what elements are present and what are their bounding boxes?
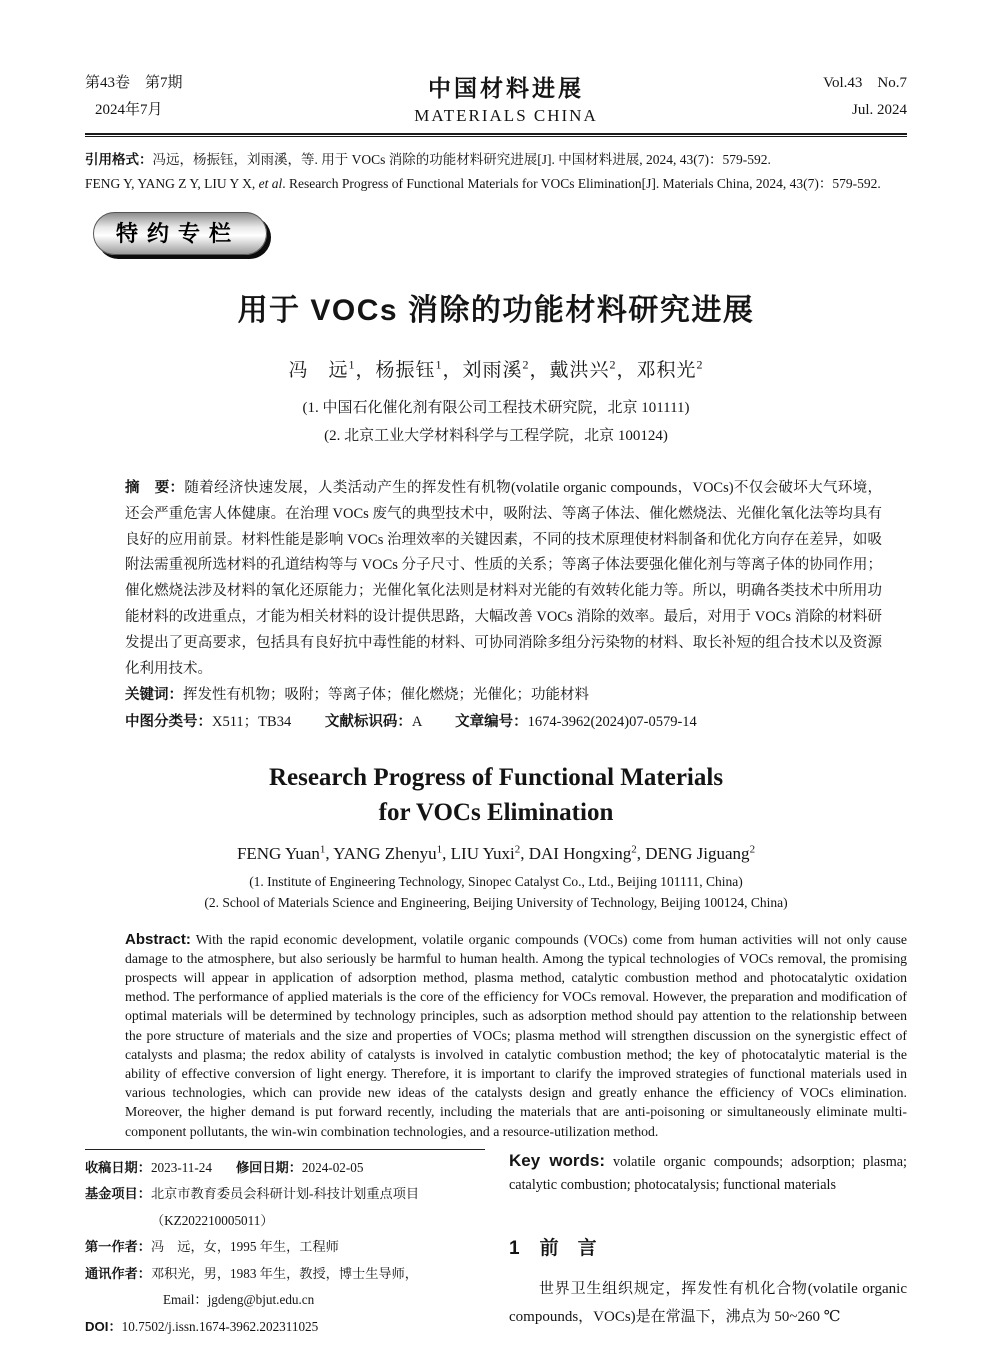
footnote-dates [85, 1155, 485, 1182]
article-title-en [85, 760, 907, 830]
citation-text-cn: 冯远，杨振钰，刘雨溪，等. 用于 VOCs 消除的功能材料研究进展[J]. 中国材料进展, 2024, 43(7)：579-592. [152, 152, 771, 167]
abstract-en [125, 930, 907, 1141]
volume-issue-cn [85, 70, 270, 124]
corresponding-label: 通讯作者： [85, 1265, 151, 1281]
footnote-first-author [85, 1234, 485, 1261]
author-en: , LIU Yuxi$^2$ [442, 842, 521, 863]
section-1-number: 1 [509, 1237, 520, 1259]
revised-value: 2024-02-05 [301, 1159, 364, 1175]
masthead-divider [85, 133, 907, 137]
clc-value: X511；TB34 [212, 714, 292, 731]
authors-cn [85, 355, 907, 382]
volume-issue-en-line1: Vol.43 No.7 [823, 75, 907, 91]
article-title-cn: 用于 VOCs 消除的功能材料研究进展 [237, 294, 755, 327]
fund-value [151, 1181, 485, 1234]
author-en: , YANG Zhenyu$^1$ [325, 842, 443, 863]
footnote-corresponding [85, 1261, 485, 1314]
issue-date-en: Jul. 2024 [851, 102, 907, 118]
keywords-text-en: volatile organic compounds; adsorption; plasma; catalytic combustion; photocatalysis; functional materials [509, 1153, 907, 1193]
journal-masthead [85, 70, 907, 126]
author-affil-sup: 1 [436, 842, 443, 855]
abstract-cn [125, 476, 882, 682]
first-author-value: 冯 远，女，1995 年生，工程师 [150, 1239, 339, 1255]
abstract-label-cn: 摘 要： [125, 480, 185, 496]
section-1-paragraph: 世界卫生组织规定，挥发性有机化合物(volatile organic compounds，VOCs)是在常温下，沸点为 50~260 ℃ [509, 1280, 907, 1326]
citation-block [85, 148, 907, 195]
author-affil-sup: 2 [749, 842, 756, 855]
affiliations-en [85, 871, 907, 913]
special-column-badge: 特约专栏 [93, 212, 267, 255]
doc-code-label: 文献标识码： [324, 714, 412, 731]
keywords-en-row [509, 1149, 907, 1197]
citation-line-cn [85, 148, 907, 172]
received-label: 收稿日期： [85, 1159, 151, 1175]
fund-line2: （KZ202210005011） [150, 1212, 274, 1228]
journal-title-block [270, 70, 742, 126]
author-cn: ，杨振钰$^1$ [355, 357, 443, 381]
affiliations-cn [85, 394, 907, 450]
revised-label: 修回日期： [235, 1159, 302, 1175]
journal-title-cn: 中国材料进展 [428, 75, 584, 101]
section-1-title: 前 言 [539, 1237, 597, 1259]
author-en: , DENG Jiguang$^2$ [636, 842, 756, 863]
article-id-value: 1674-3962(2024)07-0579-14 [527, 714, 697, 731]
special-column-badge-wrap [85, 212, 907, 255]
article-title-en-line2: for VOCs Elimination [378, 798, 614, 826]
author-cn: 冯 远$^1$ [288, 357, 356, 381]
footnotes-column [85, 1149, 485, 1341]
author-affil-sup: 2 [696, 357, 704, 372]
fund-line1: 北京市教育委员会科研计划-科技计划重点项目 [150, 1186, 420, 1202]
author-affil-sup: 2 [609, 357, 617, 372]
footnote-doi [85, 1314, 485, 1341]
first-author-label: 第一作者： [85, 1239, 151, 1255]
clc-label: 中图分类号： [125, 714, 212, 731]
footnote-fund [85, 1181, 485, 1234]
citation-label: 引用格式： [85, 152, 153, 167]
article-id-label: 文章编号： [455, 714, 528, 731]
abstract-text-cn: 随着经济快速发展，人类活动产生的挥发性有机物(volatile organic compounds，VOCs)不仅会破坏大气环境，还会严重危害人体健康。在治理 VOCs 废气的典型技术中，吸附法、等离子体法、催化燃烧法、光催化氧化法等均具有良好的应用前景。材料性能是影响 VOCs 治理效率的关键因素，不同的技术原理使材料制备和优化方向存在差异，如吸附法需重视所选材料的孔道结构等与 VOCs 分子尺寸、性质的关系；等离子体法要强化催化剂与等离子体的协同作用；催化燃烧法涉及材料的氧化还原能力；光催化氧化法则是材料对光能的有效转化能力等。所以，明确各类技术中所用功能材料的改进重点，才能为相关材料的设计提供思路，大幅改善 VOCs 消除的效率。最后，对用于 VOCs 消除的材料研发提出了更高要求，包括具有良好抗中毒性能的材料、可协同消除多组分污染物的材料、取长补短的组合技术以及资源化利用技术。 [125, 480, 883, 677]
bottom-two-column [85, 1149, 907, 1341]
author-affil-sup: 1 [435, 357, 443, 372]
article-title-en-line1: Research Progress of Functional Materials [268, 763, 724, 791]
corresponding-value [151, 1261, 485, 1314]
affiliation-en-2: (2. School of Materials Science and Engineering, Beijing University of Technology, Beijing 100124, China) [204, 894, 788, 910]
author-affil-sup: 2 [522, 357, 530, 372]
affiliation-en-1: (1. Institute of Engineering Technology, Sinopec Catalyst Co., Ltd., Beijing 101111, China) [249, 873, 743, 889]
keywords-text-cn: 挥发性有机物；吸附；等离子体；催化燃烧；光催化；功能材料 [183, 687, 589, 704]
body-right-column [509, 1149, 907, 1341]
citation-en-rest: . Research Progress of Functional Materials for VOCs Elimination[J]. Materials China, 2024, 43(7)：579-592. [282, 175, 881, 191]
citation-en-authors: FENG Y, YANG Z Y, LIU Y X, [85, 175, 259, 191]
volume-issue-cn-line1: 第43卷 第7期 [85, 75, 183, 91]
doi-value: 10.7502/j.issn.1674-3962.202311025 [121, 1318, 319, 1334]
journal-title-en: MATERIALS CHINA [414, 106, 598, 125]
author-affil-sup: 1 [348, 357, 356, 372]
doc-code-value: A [411, 714, 422, 731]
footnote-divider [85, 1149, 485, 1150]
keywords-label-en: Key words: [509, 1150, 606, 1170]
author-affil-sup: 2 [514, 842, 521, 855]
corresponding-line1: 邓积光，男，1983 年生，教授，博士生导师， [150, 1265, 418, 1281]
corresponding-email: Email：jgdeng@bjut.edu.cn [162, 1292, 315, 1308]
issue-date-cn: 2024年7月 [95, 102, 163, 118]
keywords-label-cn: 关键词： [125, 687, 183, 704]
classification-row [125, 710, 882, 736]
abstract-text-en: With the rapid economic development, volatile organic compounds (VOCs) come from human activities will not only cause damage to the atmosphere, but also seriously be harmful to human health. Among the typical technologies of VOCs removal, the promising prospects will appear in application of adsorption method, plasma method, catalytic combustion method and photocatalytic oxidation method. The performance of applied materials is the core of the efficiency for VOCs removal. However, the preparation and modification of optimal materials will be determined by technology principles, such as adsorption method should pay attention to the relationship between the pore structure of materials and the size and properties of VOCs; plasma method will strengthen discussion on the synergistic effect of catalysts and plasma; the redox ability of catalysts is involved in catalytic combustion method; the key of photocatalytic material is the ability of effective conversion of light energy. Therefore, it is important to clarify the improved strategies of functional materials used in various technologies, which can provide new ideas of the catalysts design and greatly enhance the efficiency of VOCs elimination. Moreover, the higher demand is put forward recently, including the materials that are anti-poisoning or simultaneously eliminate multi-component pollutants, the win-win combination technologies, and a resource-utilization method. [125, 931, 908, 1139]
citation-etal: et al [258, 175, 283, 191]
volume-issue-en [742, 70, 907, 124]
affiliation-cn-1: (1. 中国石化催化剂有限公司工程技术研究院，北京 101111) [302, 400, 690, 416]
keywords-cn-row [125, 683, 882, 709]
author-affil-sup: 2 [631, 842, 637, 855]
authors-en [85, 843, 907, 864]
fund-label: 基金项目： [85, 1186, 151, 1202]
section-1-heading [509, 1233, 907, 1260]
author-en: FENG Yuan$^1$ [236, 842, 326, 863]
abstract-label-en: Abstract: [125, 930, 191, 948]
author-cn: ，戴洪兴$^2$ [529, 357, 617, 381]
received-value: 2023-11-24 [150, 1159, 212, 1175]
author-affil-sup: 1 [319, 842, 326, 855]
citation-line-en [85, 172, 907, 196]
author-en: , DAI Hongxing$^2$ [520, 842, 637, 863]
affiliation-cn-2: (2. 北京工业大学材料科学与工程学院，北京 100124) [324, 428, 668, 444]
doi-label: DOI： [85, 1318, 122, 1334]
author-cn: ，刘雨溪$^2$ [442, 357, 530, 381]
author-cn: ，邓积光$^2$ [616, 357, 704, 381]
